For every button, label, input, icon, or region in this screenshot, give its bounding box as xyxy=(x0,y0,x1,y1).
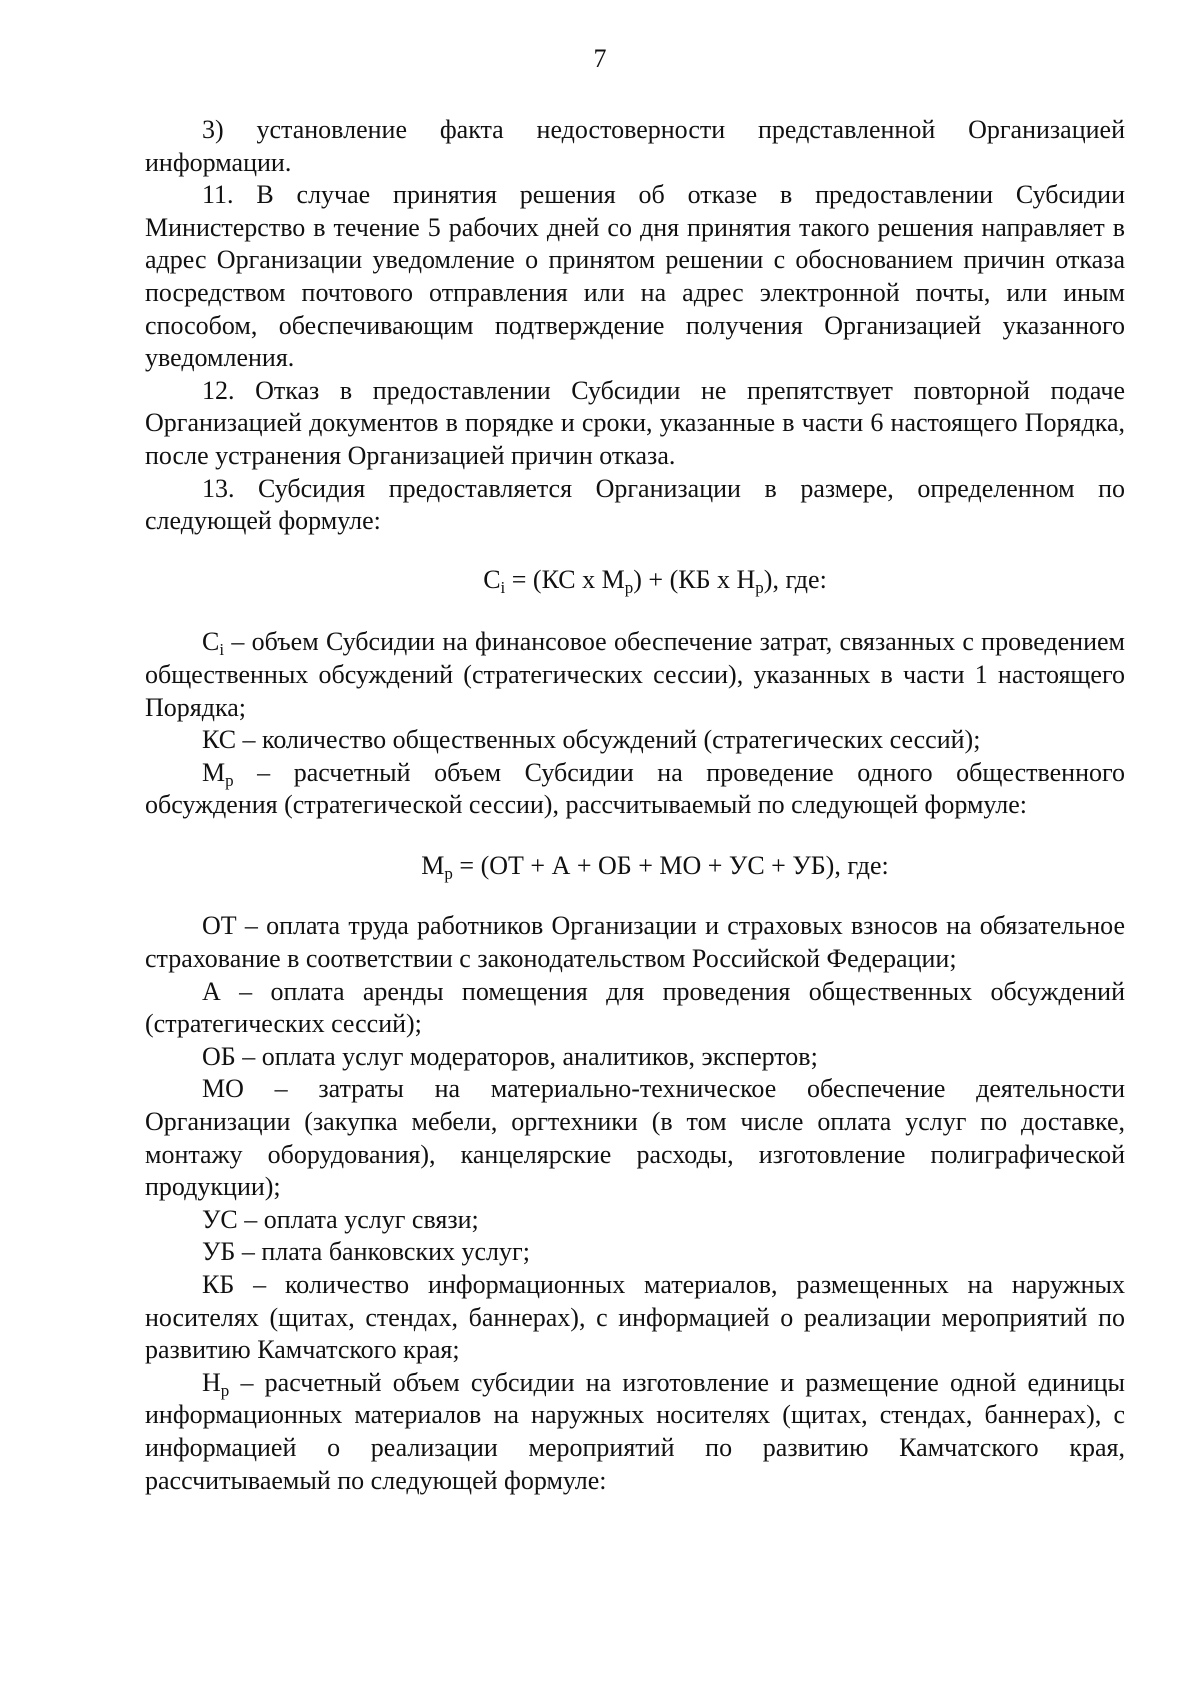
mp-formula xyxy=(145,850,1125,883)
definition-symbol: М xyxy=(202,757,226,787)
definition-text: – объем Субсидии на финансовое обеспечение затрат, связанных с проведением общественных обсуждений (стратегических сессии), указанных в части 1 настоящего Порядка; xyxy=(145,627,1125,722)
definition-subscript: р xyxy=(220,1380,230,1400)
formula-text: ), где: xyxy=(763,564,827,594)
formula-subscript: р xyxy=(755,577,764,597)
definition-symbol: Н xyxy=(202,1367,221,1397)
formula-subscript: р xyxy=(624,577,634,597)
definition-mo: МО – затраты на материально-техническое обеспечение деятельности Организации (закупка мебели, оргтехники (в том числе оплата услуг по доставке, монтажу оборудования), канцелярские расходы, изготовление полиграфической продукции); xyxy=(145,1074,1125,1202)
definition-subscript: р xyxy=(225,770,234,790)
definition-us: УС – оплата услуг связи; xyxy=(202,1204,479,1234)
definition-ub: УБ – плата банковских услуг; xyxy=(202,1237,530,1267)
definition-a: А – оплата аренды помещения для проведения общественных обсуждений (стратегических сессий); xyxy=(145,976,1125,1039)
paragraph-11: 11. В случае принятия решения об отказе в предоставлении Субсидии Министерство в течение 5 рабочих дней со дня принятия такого решения направляет в адрес Организации уведомление о принятом решении с обоснованием причин отказа посредством почтового отправления или на адрес электронной почты, или иным способом, обеспечивающим подтверждение получения Организацией указанного уведомления. xyxy=(145,180,1125,373)
formula-subscript: i xyxy=(500,577,506,597)
formula-subscript: р xyxy=(444,863,453,883)
formula-text: = (ОТ + А + ОБ + МО + УС + УБ), где: xyxy=(452,850,889,880)
paragraph-item-3: 3) установление факта недостоверности представленной Организацией информации. xyxy=(145,115,1125,177)
formula-symbol-c: C xyxy=(483,564,501,594)
subsidy-formula xyxy=(145,564,1125,597)
definition-ci xyxy=(145,626,1125,724)
paragraph-13: 13. Субсидия предоставляется Организации в размере, определенном по следующей формуле: xyxy=(145,473,1125,536)
definition-ks: КС – количество общественных обсуждений (стратегических сессий); xyxy=(202,725,981,755)
definition-symbol: C xyxy=(202,627,220,657)
document-body xyxy=(145,114,1125,1497)
definition-text: – расчетный объем Субсидии на проведение одного общественного обсуждения (стратегической сессии), рассчитываемый по следующей формуле: xyxy=(145,757,1125,820)
definition-subscript: i xyxy=(219,640,225,660)
definition-mp xyxy=(145,757,1125,822)
formula-text: = (КС х М xyxy=(505,564,625,594)
definition-text: – расчетный объем субсидии на изготовление и размещение одной единицы информационных материалов на наружных носителях (щитах, стендах, баннерах), с информацией о реализации мероприятий по развитию Камчатского края, рассчитываемый по следующей формуле: xyxy=(145,1367,1125,1495)
formula-text: ) + (КБ х Н xyxy=(633,564,756,594)
formula-symbol-m: М xyxy=(421,850,445,880)
definition-ob: ОБ – оплата услуг модераторов, аналитиков, экспертов; xyxy=(202,1041,818,1071)
definition-kb: КБ – количество информационных материалов, размещенных на наружных носителях (щитах, стендах, баннерах), с информацией о реализации мероприятий по развитию Камчатского края; xyxy=(145,1270,1125,1365)
page-number: 7 xyxy=(593,44,607,73)
paragraph-12: 12. Отказ в предоставлении Субсидии не препятствует повторной подаче Организацией документов в порядке и сроки, указанные в части 6 настоящего Порядка, после устранения Организацией причин отказа. xyxy=(145,375,1125,470)
definition-ot: ОТ – оплата труда работников Организации и страховых взносов на обязательное страхование в соответствии с законодательством Российской Федерации; xyxy=(145,911,1125,974)
definition-np xyxy=(145,1367,1125,1497)
